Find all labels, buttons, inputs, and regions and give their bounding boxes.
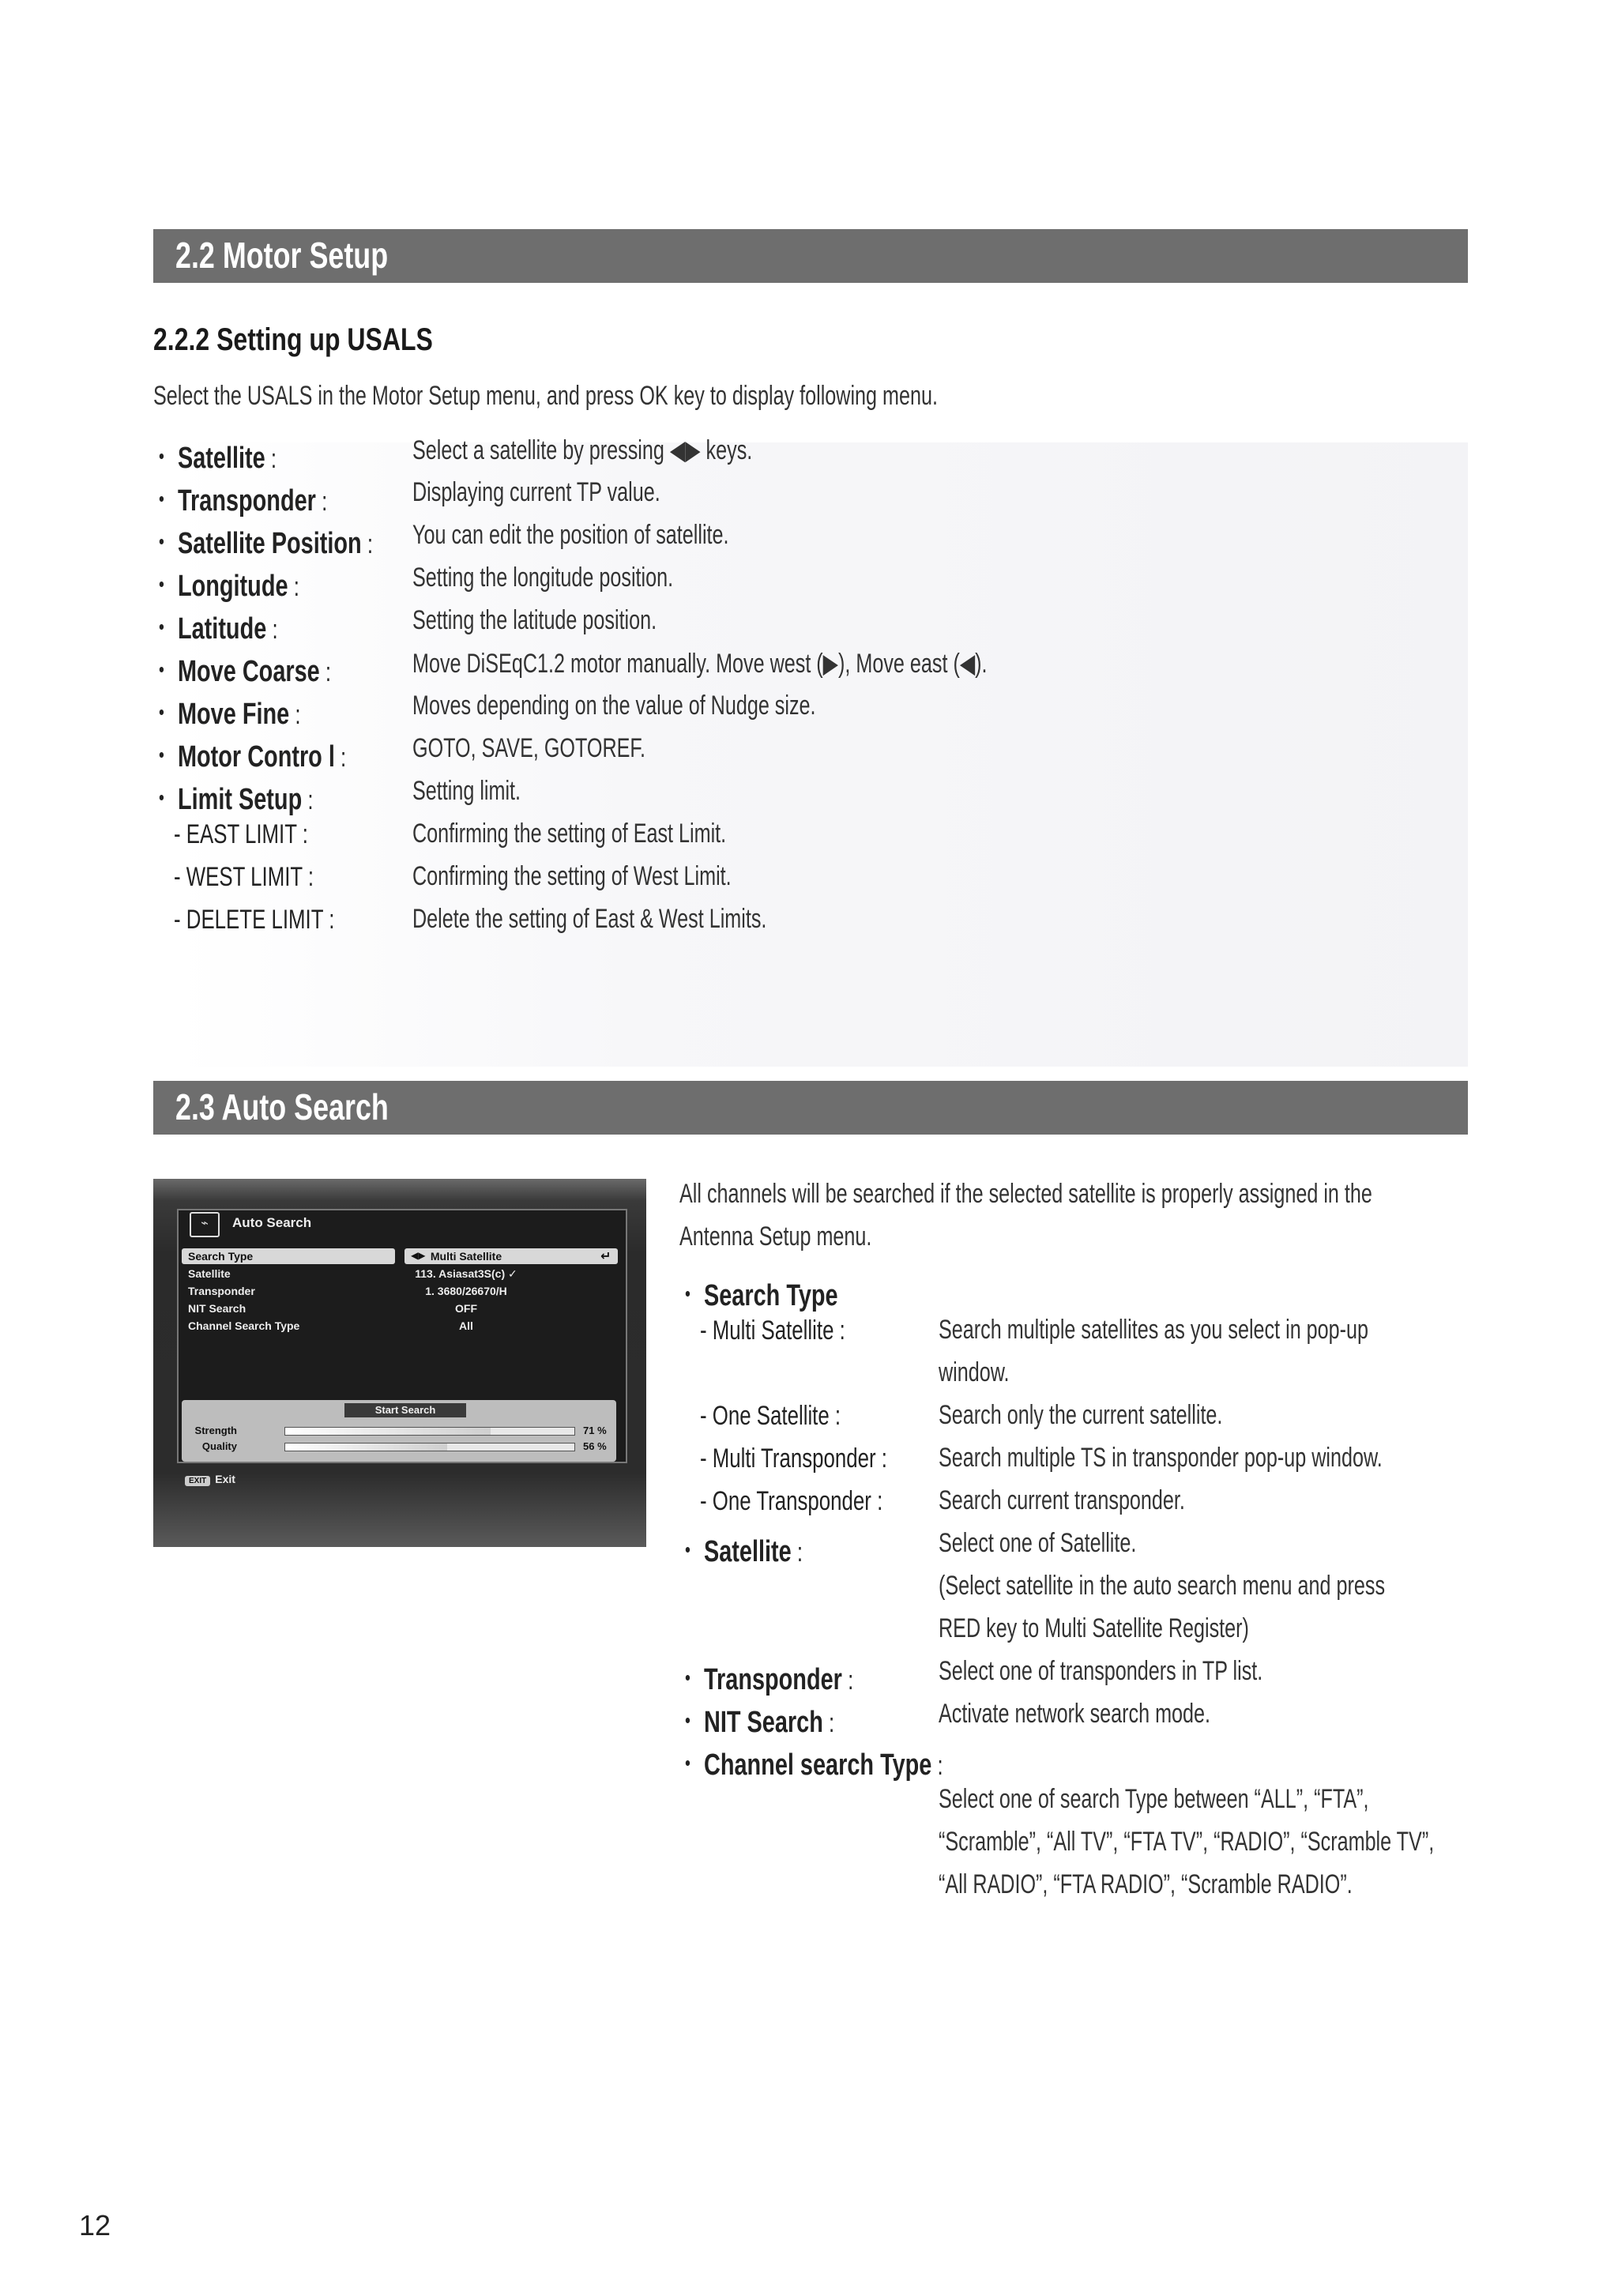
item-term-text: Transponder [703,1663,842,1696]
menu-row-value: 1. 3680/26670/H [425,1285,507,1297]
bullet-icon: ・ [150,484,173,518]
strength-bar [284,1427,575,1436]
item-term [676,1270,838,1314]
item-term [676,1654,853,1698]
item-description: Setting the latitude position. [412,605,657,635]
item-term [676,1697,834,1741]
bullet-icon: ・ [150,570,173,603]
bullet-icon: ・ [676,1748,699,1782]
item-term [700,1484,882,1518]
item-term [174,902,334,936]
item-term-text: Longitude [177,570,288,603]
exit-key: EXIT [185,1476,210,1486]
item-description: Select one of Satellite. [939,1528,1137,1558]
item-description: Search multiple satellites as you select in pop-up [939,1315,1369,1345]
item-term [150,561,299,604]
signal-panel [182,1400,616,1462]
item-term [150,604,278,647]
page-number: 12 [79,2209,111,2241]
strength-label: Strength [194,1425,237,1436]
section-title: 2.2 Motor Setup [175,235,389,276]
item-description: Moves depending on the value of Nudge size. [412,691,816,721]
item-separator: : [266,615,278,645]
menu-row-value: All [459,1319,473,1332]
item-separator: : [791,1538,803,1568]
section-header-motor-setup [153,229,1468,283]
item-description: Displaying current TP value. [412,477,660,507]
item-term [174,860,314,894]
item-term-text: Latitude [177,612,267,646]
item-description: Confirming the setting of East Limit. [412,819,727,849]
strength-meter [182,1424,616,1438]
item-description: Search multiple TS in transponder pop-up window. [939,1443,1383,1473]
bullet-icon: ・ [676,1535,699,1568]
menu-row-key: Search Type [188,1250,254,1263]
item-term-text: - EAST LIMIT : [174,819,308,849]
item-term-text: - Multi Transponder : [700,1443,887,1474]
strength-value: 71 % [583,1425,607,1436]
item-description: GOTO, SAVE, GOTOREF. [412,733,645,763]
item-term [150,433,277,476]
item-separator: : [319,657,332,687]
bullet-icon: ・ [676,1279,699,1312]
item-term [150,774,314,818]
satellite-note-text: (Select satellite in the auto search menu and press [939,1571,1386,1601]
auto-intro-line-text: All channels will be searched if the selected satellite is properly assigned in the [679,1179,1372,1209]
menu-row-key: Transponder [188,1285,255,1297]
bullet-icon: ・ [150,527,173,560]
subsection-heading-usals: 2.2.2 Setting up USALS [153,322,433,357]
item-separator: : [931,1751,943,1781]
bullet-icon: ・ [150,655,173,688]
item-term-text: Motor Contro l [177,740,335,773]
satellite-dish-icon: ⌁ [190,1212,220,1237]
item-separator: : [265,444,277,474]
item-description: Search current transponder. [939,1485,1185,1515]
item-term-text: - WEST LIMIT : [174,862,314,892]
item-term-text: Satellite [703,1535,792,1568]
item-description: Search only the current satellite. [939,1400,1223,1430]
quality-label: Quality [201,1440,237,1452]
auto-intro-line-text: Antenna Setup menu. [679,1221,872,1252]
menu-row-key: Channel Search Type [188,1319,300,1332]
exit-hint [185,1473,235,1486]
menu-row-transponder [182,1283,623,1299]
section-header-auto-search [153,1081,1468,1135]
channel-type-desc-text: Select one of search Type between “ALL”, “FTA”, [939,1784,1369,1814]
left-right-arrow-icon: ◀▶ [411,1250,426,1261]
item-term-text: NIT Search [703,1706,823,1739]
item-term-text: Move Coarse [177,655,320,688]
item-term-text: Move Fine [177,698,290,731]
item-separator: : [361,529,374,559]
quality-value: 56 % [583,1440,607,1452]
item-term [174,817,308,851]
quality-bar-fill [285,1443,447,1451]
item-term-text: Channel search Type [703,1748,932,1782]
menu-row-value: 113. Asiasat3S(c) ✓ [415,1267,517,1280]
menu-row-search-type [182,1248,623,1264]
menu-row-key: Satellite [188,1267,231,1280]
item-separator: : [289,700,301,730]
item-description: Activate network search mode. [939,1699,1211,1729]
menu-row-key: NIT Search [188,1302,246,1315]
item-description: Select a satellite by pressing ◀▶ keys. [412,435,753,465]
menu-title: Auto Search [232,1215,312,1230]
bullet-icon: ・ [676,1706,699,1739]
quality-meter [182,1440,616,1454]
item-term [676,1526,803,1570]
bullet-icon: ・ [150,442,173,475]
channel-type-desc-text: “All RADIO”, “FTA RADIO”, “Scramble RADIO”. [939,1869,1353,1899]
item-description: Confirming the setting of West Limit. [412,861,732,891]
quality-bar [284,1443,575,1451]
menu-row-value: Multi Satellite [430,1250,502,1263]
item-description: Select one of transponders in TP list. [939,1656,1263,1686]
item-term-text: - Multi Satellite : [700,1315,845,1346]
item-term-text: Satellite Position [177,527,362,560]
item-term [150,646,331,690]
item-term-text: - One Satellite : [700,1401,841,1431]
strength-bar-fill [285,1428,491,1435]
item-term [150,476,327,519]
usals-intro: Select the USALS in the Motor Setup menu, and press OK key to display following menu. [153,381,938,411]
item-description: window. [939,1357,1010,1387]
bullet-icon: ・ [676,1663,699,1696]
item-description: You can edit the position of satellite. [412,520,729,550]
start-search-button: Start Search [344,1403,466,1417]
item-separator: : [334,743,347,773]
menu-row-channel-search-type [182,1318,623,1334]
menu-row-value: OFF [455,1302,477,1315]
item-separator: : [315,487,328,517]
menu-row-nit-search [182,1300,623,1316]
item-term [150,732,346,775]
item-description: Move DiSEqC1.2 motor manually. Move west (▶), Move east (◀). [412,649,988,679]
bullet-icon: ・ [150,698,173,731]
bullet-icon: ・ [150,783,173,816]
item-term [700,1313,845,1347]
item-description: Setting limit. [412,776,521,806]
exit-label: Exit [215,1473,235,1485]
item-term-text: - DELETE LIMIT : [174,905,335,935]
item-separator: : [302,785,314,815]
satellite-note-text: RED key to Multi Satellite Register) [939,1613,1249,1643]
item-description: Delete the setting of East & West Limits. [412,904,767,934]
item-term-text: Satellite [177,442,265,475]
bullet-icon: ・ [150,740,173,773]
item-term [150,518,373,562]
auto-search-screenshot [153,1179,646,1547]
menu-row-satellite [182,1266,623,1282]
item-term-text: Limit Setup [177,783,303,816]
item-term [150,689,301,732]
item-separator: : [288,572,299,602]
section-title: 2.3 Auto Search [175,1086,389,1127]
channel-type-desc-text: “Scramble”, “All TV”, “FTA TV”, “RADIO”, “Scramble TV”, [939,1827,1435,1857]
item-description: Setting the longitude position. [412,563,674,593]
bullet-icon: ・ [150,612,173,646]
item-term [676,1740,943,1783]
item-term-text: Search Type [703,1279,838,1312]
enter-icon: ↵ [600,1250,611,1263]
item-separator: : [841,1666,854,1696]
item-separator: : [822,1708,835,1738]
item-term-text: Transponder [177,484,316,518]
item-term [700,1441,887,1475]
item-term [700,1398,841,1432]
item-term-text: - One Transponder : [700,1486,883,1516]
